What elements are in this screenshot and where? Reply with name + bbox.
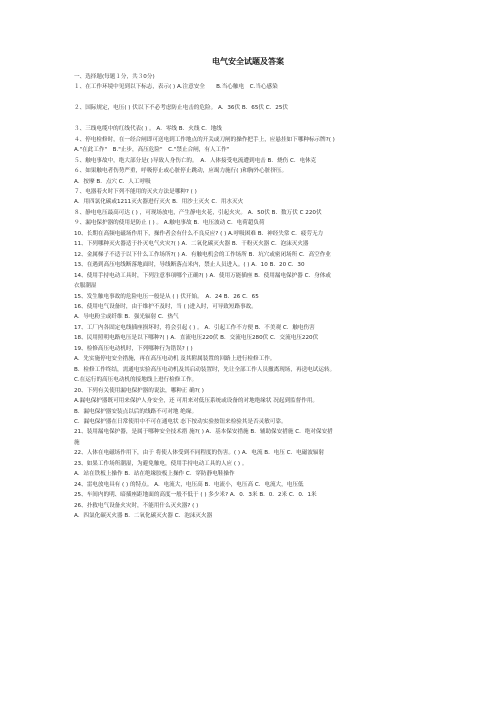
text-line: A.漏电保护器既可用来保护人身安全，还 可用来对低压系统或设备的对地绝缘状 况起到监督作用。 [74, 398, 319, 405]
text-line: B．检修工作终结，需通电实验高压电动机及其启动装置时，先让全部工作人员撤离现场，再送电试运转。 [74, 366, 336, 373]
text-line: 施 [74, 439, 80, 446]
text-line: A．导电粉尘或纤维 B．强光辐射 C．热气 [74, 314, 179, 321]
text-line: 18、民用照明电路电压是以下哪种?( ) A．直流电压220伏 B．交流电压280伏 C．交流电压220伏 [74, 335, 319, 342]
text-line [74, 93, 430, 103]
text-line: 22、人体在电磁场作用下，由于 将使人体受到不同程度的伤害。( ) A．电流 B．电压 C．电磁波辐射 [74, 450, 325, 457]
text-line: 26、扑救电气设备火灾时，不能用什么灭火器? ( ) [74, 502, 199, 509]
text-line: C．漏电保护器在日常使用中不可在通电状 态下按动实验按钮来检验其是否灵敏可靠。 [74, 418, 287, 425]
text-line: C.在运行的高压电动机的接地线上进行检修工作。 [74, 377, 198, 384]
text-line: 20、下列有关使用漏电保护器的说法，哪种正 确?( ) [74, 387, 204, 394]
document-title: 电气安全试题及答案 [212, 57, 284, 66]
section-heading: 一、选择题(每题１分，共３0分) [74, 74, 155, 80]
text-line: 11、下列哪种灭火器适于扑灭电气火灾?( ) A．二氧化碳灭火器 B．干粉灭火器 C．泡沫灭火器 [74, 241, 309, 248]
text-line: 21、装用漏电保护器，是属于哪种安全技术措 施?( ) A．基本保安措施 B．辅助保安措施 C．绝对保安措 [74, 429, 333, 436]
text-line: ３、三线电缆中的红线代表( ) 。 A．零线 B．火线 C．地线 [74, 126, 222, 133]
text-line: 13、在遇到高压电线断落地面时，导线断落点米内，禁止人员进入。( ) A．10 B．20 C．30 [74, 262, 305, 269]
text-line: A．按摩 B．点穴 C．人工呼吸 [74, 178, 151, 185]
text-line: １、在工作环境中见到以下标志，表示( ) A.注意安全 B.当心触电 C.当心感染 [74, 84, 278, 91]
text-line: ８、静电电压最高可达 ( ) ，可现场放电，产生静电火花，引起火灾。 A．50伏 B．数万伏 C 220伏 [74, 209, 322, 216]
text-line: ４、停电检修时，在一经合闸即可送电到工作地点的开关或刀闸的操作把手上，应悬挂如下哪种标示牌?( ) [74, 136, 335, 143]
text-line: A．站在铁板上操作 B．站在绝缘胶板上操作 C．穿防静电鞋操作 [74, 471, 235, 478]
text-line: A．用四氯化碳或1211灭火器进行灭火 B．用沙土灭火 C．用水灭火 [74, 199, 244, 206]
text-line: 衣服潮湿 [74, 283, 97, 290]
text-line: ６、如果触电者伤势严重，呼吸停止或心脏停止跳动，应竭力施行( )和胸外心脏挤压。 [74, 168, 288, 175]
text-line: ７、电器着火时下列不能用的灭火方法是哪种? ( ) [74, 188, 197, 195]
text-line: 24、雷电放电具有 ( ) 的特点。 A．电流大，电压高 B．电流小，电压高 C．电流大，电压低 [74, 481, 304, 488]
text-line: 15、发生触电事故的危险电压一般是从 ( ) 伏开始。 A．24 B．26 C．65 [74, 293, 259, 300]
text-line [74, 114, 430, 124]
text-line: ５、触电事故中，绝大部分是( )导致人身伤亡的。 A．人体接受电流遭到电击 B．烧伤 C．电休克 [74, 157, 317, 164]
document-body [74, 72, 430, 521]
text-line: 19、检修高压电动机时，下列哪种行为错误? ( ) [74, 345, 193, 352]
text-line: ９、漏电保护器的使用是防止 ( ) 。 A.触电事故 B．电压波动 C．电荷超负荷 [74, 220, 265, 227]
text-line: ２、国际规定，电压( ) 伏以下不必考虑防止电击的危险。 A．36伏 B．65伏 C．25伏 [74, 105, 288, 112]
text-line: A．先实施停电安全措施，再在高压电动机 及其附属装置的回路上进行检修工作。 [74, 356, 276, 363]
text-line: A."在此工作" B."止步，高压危险" C."禁止合闸，有人工作" [74, 147, 230, 154]
text-line: A．四氯化碳灭火器 B．二氧化碳灭火器 C．泡沫灭火器 [74, 513, 213, 520]
text-line: 12、金属梯子不适于以下什么工作场所?( ) A．有触电机会的工作场所 B．坑穴或密闭场所 C．高空作业 [74, 251, 331, 258]
text-line: 14、使用手持电动工具时，下列注意事项哪个正确?( ) A．使用万能插座 B．使用漏电保护器 C．身体或 [74, 272, 331, 279]
text-line: 23、如果工作场所潮湿，为避免触电，使用手持电动工具的人应 ( ) 。 [74, 460, 248, 467]
text-line: 25、车间内的明、暗插座距地面的高度一般不低于 ( ) 多少米? A．0．3米 B．0．2米 C．0．1米 [74, 492, 317, 499]
text-line: 17、工厂内各固定电线插座损坏时，将会引起 ( ) 。 A．引起工作不方便 B．不美观 C．触电伤害 [74, 324, 315, 331]
text-line: 10、长期在高频电磁场作用下，操作者会有什么不良反应? ( ) A.呼吸困难 B．神经失常 C．疲劳无力 [74, 230, 324, 237]
text-line: B．漏电保护器安装点以后的线路不可对地 绝缘。 [74, 408, 198, 415]
text-line: 16、使用电气设备时，由于维护不及时，当 ( )进入时，可导致短路事故。 [74, 303, 257, 310]
